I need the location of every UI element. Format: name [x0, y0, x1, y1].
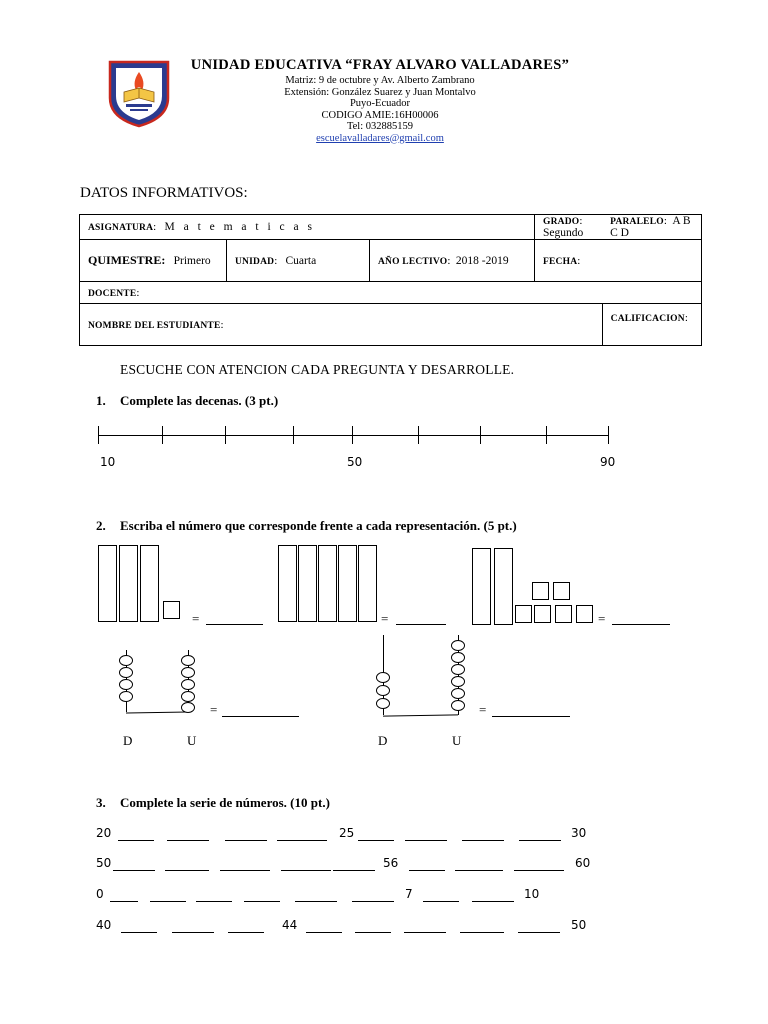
answer-blank[interactable] — [492, 716, 570, 717]
series-number: 44 — [282, 918, 298, 932]
series-blank[interactable] — [165, 870, 209, 871]
asignatura-label: ASIGNATURA — [88, 223, 154, 233]
series-blank[interactable] — [409, 870, 445, 871]
series-blank[interactable] — [460, 932, 504, 933]
unit-square — [515, 605, 532, 623]
series-blank[interactable] — [244, 901, 280, 902]
docente-cell: DOCENTE: — [80, 282, 702, 304]
abacus-bead — [451, 652, 465, 663]
number-line-tick — [98, 426, 99, 444]
unit-square — [532, 582, 549, 600]
series-blank[interactable] — [355, 932, 391, 933]
question-2-text: Escriba el número que corresponde frente a cada representación. (5 pt.) — [120, 518, 517, 533]
abacus-bead — [181, 655, 195, 666]
paralelo-value: A B C D — [610, 215, 691, 239]
series-blank[interactable] — [455, 870, 503, 871]
series-blank[interactable] — [225, 840, 267, 841]
number-line-label-10: 10 — [100, 455, 116, 469]
abacus-bead — [119, 679, 133, 690]
quimestre-value: Primero — [173, 255, 211, 267]
ten-bar — [278, 545, 297, 622]
asignatura-value: M a t e m a t i c a s — [164, 221, 315, 233]
series-blank[interactable] — [220, 870, 270, 871]
asignatura-cell: ASIGNATURA: M a t e m a t i c a s — [80, 215, 535, 240]
equals-sign: = — [598, 611, 606, 626]
abacus-bead — [451, 640, 465, 651]
series-blank[interactable] — [472, 901, 514, 902]
number-line-tick — [293, 426, 294, 444]
fecha-cell: FECHA: — [535, 240, 702, 282]
series-blank[interactable] — [423, 901, 459, 902]
number-line-tick — [546, 426, 547, 444]
number-line-label-50: 50 — [347, 455, 363, 469]
series-blank[interactable] — [167, 840, 209, 841]
question-1-text: Complete las decenas. (3 pt.) — [120, 393, 279, 408]
abacus-bead — [181, 702, 195, 713]
ten-bar — [318, 545, 337, 622]
unit-square — [553, 582, 570, 600]
unidad-cell: UNIDAD: Cuarta — [227, 240, 370, 282]
question-3 — [96, 795, 330, 811]
unit-square — [555, 605, 572, 623]
school-logo — [106, 58, 172, 128]
abacus-bead — [451, 700, 465, 711]
equals-sign: = — [381, 611, 389, 626]
series-blank[interactable] — [118, 840, 154, 841]
abacus-bead — [181, 667, 195, 678]
question-1-number: 1. — [96, 393, 106, 408]
header-amie-code: CODIGO AMIE:16H00006 — [321, 109, 439, 121]
abacus-bead — [451, 676, 465, 687]
series-number: 25 — [339, 826, 355, 840]
series-number: 50 — [571, 918, 587, 932]
header-phone: Tel: 032885159 — [346, 121, 414, 132]
series-number: 7 — [405, 887, 413, 901]
series-blank[interactable] — [196, 901, 232, 902]
series-number: 30 — [571, 826, 587, 840]
datos-title: DATOS INFORMATIVOS: — [80, 185, 248, 201]
series-blank[interactable] — [306, 932, 342, 933]
fecha-label: FECHA — [543, 256, 578, 267]
abacus-base — [126, 711, 188, 713]
question-1 — [96, 393, 278, 409]
series-number: 10 — [524, 887, 540, 901]
calificacion-label: CALIFICACION — [610, 314, 685, 324]
number-line-tick — [608, 426, 609, 444]
instruction-text: ESCUCHE CON ATENCION CADA PREGUNTA Y DESARROLLE. — [120, 362, 515, 377]
series-blank[interactable] — [113, 870, 155, 871]
header-address: Matriz: 9 de octubre y Av. Alberto Zambrano — [285, 75, 475, 86]
series-blank[interactable] — [172, 932, 214, 933]
series-blank[interactable] — [518, 932, 560, 933]
ten-bar — [298, 545, 317, 622]
series-blank[interactable] — [462, 840, 504, 841]
estudiante-cell: NOMBRE DEL ESTUDIANTE: — [80, 304, 603, 346]
estudiante-label: NOMBRE DEL ESTUDIANTE — [88, 321, 221, 331]
series-blank[interactable] — [333, 870, 375, 871]
series-blank[interactable] — [110, 901, 138, 902]
series-number: 60 — [575, 856, 591, 870]
answer-blank[interactable] — [222, 716, 299, 717]
ten-bar — [338, 545, 357, 622]
grado-label: GRADO — [543, 217, 580, 227]
number-line-tick — [225, 426, 226, 444]
unit-square — [534, 605, 551, 623]
series-number: 40 — [96, 918, 112, 932]
number-line-tick — [480, 426, 481, 444]
paralelo-label: PARALELO — [610, 217, 664, 227]
column-d-label: D — [378, 733, 388, 748]
series-blank[interactable] — [277, 840, 327, 841]
header-extension: Extensión: González Suarez y Juan Montalvo — [284, 86, 476, 98]
column-d-label: D — [123, 733, 133, 748]
series-blank[interactable] — [352, 901, 394, 902]
series-blank[interactable] — [228, 932, 264, 933]
series-blank[interactable] — [358, 840, 394, 841]
ten-bar — [140, 545, 159, 622]
series-blank[interactable] — [519, 840, 561, 841]
series-blank[interactable] — [281, 870, 331, 871]
answer-blank[interactable] — [612, 624, 670, 625]
abacus-bead — [376, 698, 390, 709]
equals-sign: = — [210, 702, 218, 717]
paralelo-cell: PARALELO: A B C D — [602, 215, 701, 240]
equals-sign: = — [192, 611, 200, 626]
quimestre-label: QUIMESTRE: — [88, 253, 166, 267]
series-blank[interactable] — [404, 932, 446, 933]
unit-square — [163, 601, 180, 619]
abacus-1 — [112, 650, 212, 720]
anio-lectivo-cell: AÑO LECTIVO: 2018 -2019 — [370, 240, 535, 282]
anio-lectivo-value: 2018 -2019 — [455, 254, 509, 267]
abacus-bead — [376, 685, 390, 696]
grado-cell: GRADO: Segundo — [535, 215, 603, 240]
series-number: 0 — [96, 887, 104, 901]
calificacion-cell: CALIFICACION: — [602, 304, 701, 346]
unidad-label: UNIDAD — [235, 256, 275, 267]
series-number: 56 — [383, 856, 399, 870]
ten-bar — [98, 545, 117, 622]
number-line-tick — [418, 426, 419, 444]
series-number: 50 — [96, 856, 112, 870]
info-table — [79, 214, 702, 346]
ten-bar — [119, 545, 138, 622]
abacus-bead — [119, 667, 133, 678]
series-blank[interactable] — [150, 901, 186, 902]
number-line-label-90: 90 — [600, 455, 616, 469]
school-name: UNIDAD EDUCATIVA “FRAY ALVARO VALLADARES” — [190, 57, 570, 73]
header-email-link[interactable]: escuelavalladares@gmail.com — [316, 132, 444, 144]
column-u-label: U — [452, 733, 462, 748]
number-line-tick — [162, 426, 163, 444]
anio-lectivo-label: AÑO LECTIVO — [378, 256, 448, 267]
question-3-number: 3. — [96, 795, 106, 810]
unidad-value: Cuarta — [285, 254, 317, 267]
abacus-base — [383, 714, 458, 716]
ten-bar — [472, 548, 491, 625]
series-blank[interactable] — [121, 932, 157, 933]
docente-label: DOCENTE — [88, 288, 137, 299]
column-u-label: U — [187, 733, 197, 748]
series-blank[interactable] — [295, 901, 337, 902]
question-2-number: 2. — [96, 518, 106, 533]
series-number: 20 — [96, 826, 112, 840]
unit-square — [576, 605, 593, 623]
number-line-tick — [352, 426, 353, 444]
abacus-bead — [181, 679, 195, 690]
ten-bar — [494, 548, 513, 625]
abacus-bead — [119, 655, 133, 666]
header-city: Puyo-Ecuador — [349, 98, 411, 109]
number-line — [98, 435, 609, 436]
answer-blank[interactable] — [206, 624, 263, 625]
question-2 — [96, 518, 517, 534]
abacus-bead — [376, 672, 390, 683]
series-blank[interactable] — [514, 870, 564, 871]
abacus-bead — [181, 691, 195, 702]
abacus-bead — [451, 688, 465, 699]
quimestre-cell — [80, 240, 227, 282]
abacus-2 — [368, 635, 478, 720]
ten-bar — [358, 545, 377, 622]
grado-value: Segundo — [543, 227, 584, 239]
question-3-text: Complete la serie de números. (10 pt.) — [120, 795, 330, 810]
abacus-bead — [119, 691, 133, 702]
series-blank[interactable] — [405, 840, 447, 841]
equals-sign: = — [479, 702, 487, 717]
answer-blank[interactable] — [396, 624, 446, 625]
abacus-bead — [451, 664, 465, 675]
